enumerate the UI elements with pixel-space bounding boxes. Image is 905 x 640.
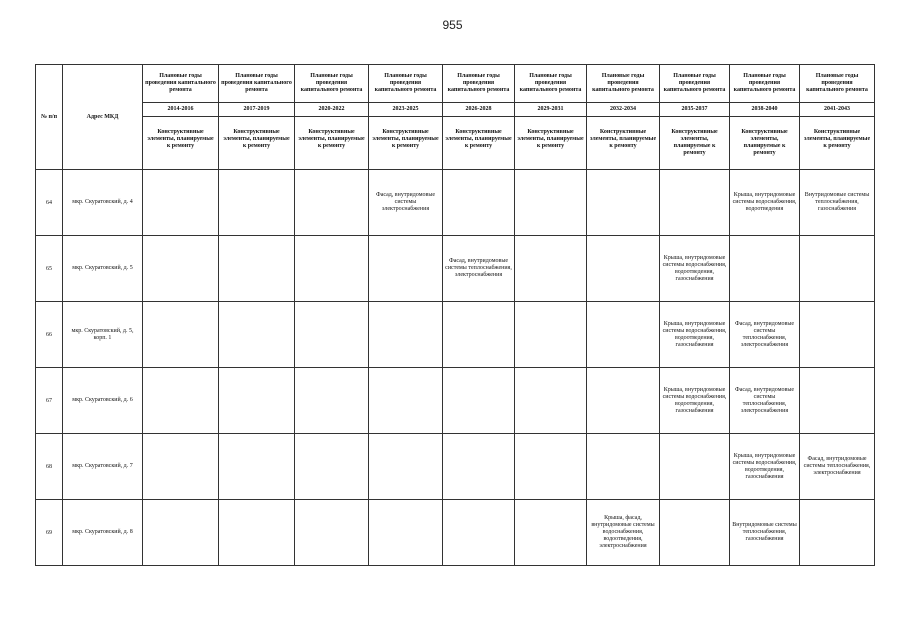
row-cell: Фасад, внутридомовые системы теплоснабжения, электроснабжения — [730, 302, 800, 368]
row-cell — [295, 170, 369, 236]
row-number: 66 — [36, 302, 63, 368]
header-col-title: Плановые годы проведения капитального ремонта — [587, 65, 660, 103]
table-row — [36, 434, 875, 500]
header-address: Адрес МКД — [63, 65, 143, 170]
table-row — [36, 500, 875, 566]
row-cell — [443, 434, 515, 500]
header-col-years: 2029-2031 — [515, 103, 587, 117]
row-cell: Фасад, внутридомовые системы теплоснабжения, электроснабжения — [443, 236, 515, 302]
row-cell — [800, 368, 875, 434]
header-col-title: Плановые годы проведения капитального ремонта — [660, 65, 730, 103]
row-cell — [143, 236, 219, 302]
capital-repair-table — [35, 64, 875, 566]
row-cell — [219, 236, 295, 302]
header-col-years: 2017-2019 — [219, 103, 295, 117]
header-col-years: 2035-2037 — [660, 103, 730, 117]
row-cell — [219, 170, 295, 236]
row-address: мкр. Скуратовский, д. 5 — [63, 236, 143, 302]
row-cell — [143, 368, 219, 434]
header-col-years: 2038-2040 — [730, 103, 800, 117]
row-cell — [443, 368, 515, 434]
row-cell — [800, 236, 875, 302]
row-cell — [515, 236, 587, 302]
header-col-sub: Конструктивные элементы, планируемые к ремонту — [730, 117, 800, 170]
row-cell — [369, 368, 443, 434]
row-cell — [295, 302, 369, 368]
header-col-years: 2014-2016 — [143, 103, 219, 117]
row-number: 69 — [36, 500, 63, 566]
row-cell — [369, 434, 443, 500]
row-cell — [443, 302, 515, 368]
row-number: 64 — [36, 170, 63, 236]
row-cell — [143, 170, 219, 236]
table-row — [36, 302, 875, 368]
row-cell — [295, 500, 369, 566]
row-cell — [219, 434, 295, 500]
row-cell — [515, 500, 587, 566]
row-cell — [219, 500, 295, 566]
row-cell — [660, 170, 730, 236]
table-row — [36, 236, 875, 302]
header-col-title: Плановые годы проведения капитального ремонта — [730, 65, 800, 103]
header-col-sub: Конструктивные элементы, планируемые к ремонту — [443, 117, 515, 170]
row-address: мкр. Скуратовский, д. 4 — [63, 170, 143, 236]
row-cell — [587, 302, 660, 368]
header-row-titles — [36, 65, 875, 103]
row-cell: Крыша, внутридомовые системы водоснабжения, водоотведения — [730, 170, 800, 236]
row-cell — [295, 368, 369, 434]
row-address: мкр. Скуратовский, д. 7 — [63, 434, 143, 500]
row-cell: Фасад, внутридомовые системы теплоснабжения, электроснабжения — [730, 368, 800, 434]
row-cell — [219, 302, 295, 368]
row-number: 67 — [36, 368, 63, 434]
row-address: мкр. Скуратовский, д. 8 — [63, 500, 143, 566]
header-col-title: Плановые годы проведения капитального ремонта — [369, 65, 443, 103]
header-col-sub: Конструктивные элементы, планируемые к ремонту — [143, 117, 219, 170]
row-cell — [295, 236, 369, 302]
header-col-sub: Конструктивные элементы, планируемые к ремонту — [369, 117, 443, 170]
table-row — [36, 170, 875, 236]
row-cell — [800, 302, 875, 368]
row-address: мкр. Скуратовский, д. 6 — [63, 368, 143, 434]
header-col-sub: Конструктивные элементы, планируемые к ремонту — [800, 117, 875, 170]
header-col-title: Плановые годы проведения капитального ремонта — [295, 65, 369, 103]
row-cell — [587, 434, 660, 500]
table-body — [36, 65, 875, 566]
header-col-years: 2041-2043 — [800, 103, 875, 117]
row-cell: Крыша, внутридомовые системы водоснабжения, водоотведения, газоснабжения — [730, 434, 800, 500]
row-address: мкр. Скуратовский, д. 5, корп. 1 — [63, 302, 143, 368]
row-cell — [660, 434, 730, 500]
row-cell: Крыша, внутридомовые системы водоснабжения, водоотведения, газоснабжения — [660, 302, 730, 368]
row-cell — [295, 434, 369, 500]
header-col-sub: Конструктивные элементы, планируемые к ремонту — [219, 117, 295, 170]
row-cell — [800, 500, 875, 566]
row-cell — [730, 236, 800, 302]
row-cell: Внутридомовые системы теплоснабжения, газоснабжения — [800, 170, 875, 236]
header-row-sub — [36, 117, 875, 170]
header-col-title: Плановые годы проведения капитального ремонта — [219, 65, 295, 103]
row-number: 65 — [36, 236, 63, 302]
header-row-years — [36, 103, 875, 117]
header-col-title: Плановые годы проведения капитального ремонта — [443, 65, 515, 103]
page-number: 955 — [442, 18, 463, 32]
row-cell: Внутридомовые системы теплоснабжения, газоснабжения — [730, 500, 800, 566]
row-cell — [587, 236, 660, 302]
header-col-title: Плановые годы проведения капитального ремонта — [515, 65, 587, 103]
header-col-years: 2020-2022 — [295, 103, 369, 117]
header-col-years: 2032-2034 — [587, 103, 660, 117]
row-cell: Крыша, фасад, внутридомовые системы водоснабжения, водоотведения, электроснабжения — [587, 500, 660, 566]
row-cell: Фасад, внутридомовые системы теплоснабжения, электроснабжения — [800, 434, 875, 500]
row-cell — [143, 302, 219, 368]
row-cell — [515, 434, 587, 500]
header-col-sub: Конструктивные элементы, планируемые к ремонту — [660, 117, 730, 170]
header-col-sub: Конструктивные элементы, планируемые к ремонту — [587, 117, 660, 170]
row-cell — [369, 236, 443, 302]
row-cell — [515, 368, 587, 434]
header-col-title: Плановые годы проведения капитального ремонта — [143, 65, 219, 103]
row-cell: Фасад, внутридомовые системы электроснабжения — [369, 170, 443, 236]
table-row — [36, 368, 875, 434]
row-number: 68 — [36, 434, 63, 500]
row-cell — [369, 302, 443, 368]
row-cell — [219, 368, 295, 434]
header-col-sub: Конструктивные элементы, планируемые к ремонту — [515, 117, 587, 170]
header-col-sub: Конструктивные элементы, планируемые к ремонту — [295, 117, 369, 170]
header-col-years: 2026-2028 — [443, 103, 515, 117]
row-cell — [443, 170, 515, 236]
row-cell — [369, 500, 443, 566]
header-num: № п/п — [36, 65, 63, 170]
row-cell — [515, 170, 587, 236]
row-cell — [443, 500, 515, 566]
row-cell — [587, 368, 660, 434]
header-col-years: 2023-2025 — [369, 103, 443, 117]
header-col-title: Плановые годы проведения капитального ремонта — [800, 65, 875, 103]
row-cell — [143, 434, 219, 500]
row-cell — [660, 500, 730, 566]
row-cell — [515, 302, 587, 368]
row-cell — [143, 500, 219, 566]
row-cell: Крыша, внутридомовые системы водоснабжения, водоотведения, газоснабжения — [660, 368, 730, 434]
row-cell — [587, 170, 660, 236]
row-cell: Крыша, внутридомовые системы водоснабжения, водоотведения, газоснабжения — [660, 236, 730, 302]
